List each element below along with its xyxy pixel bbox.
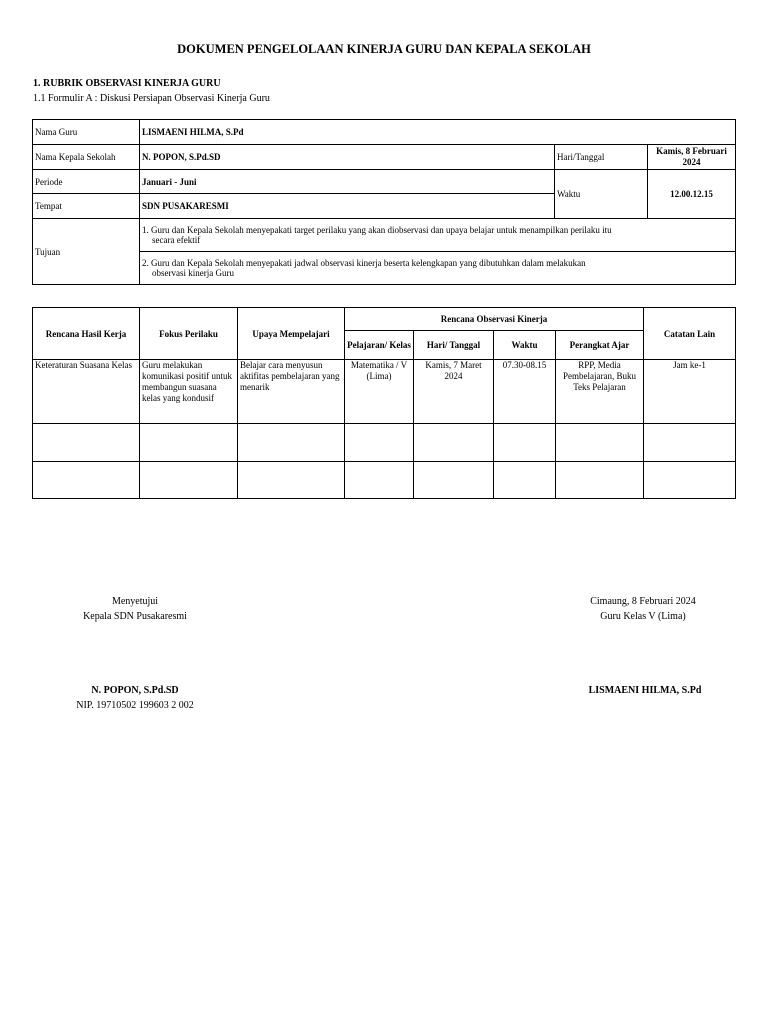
header-upaya-mempelajari: Upaya Mempelajari — [238, 308, 345, 360]
header-hari-tanggal: Hari/ Tanggal — [414, 331, 494, 360]
tempat-label: Tempat — [33, 194, 140, 219]
table-row — [33, 219, 736, 252]
periode-label: Periode — [33, 170, 140, 194]
header-rencana-observasi: Rencana Observasi Kinerja — [345, 308, 644, 331]
section-title: 1. RUBRIK OBSERVASI KINERJA GURU — [33, 78, 221, 89]
section-subtitle: 1.1 Formulir A : Diskusi Persiapan Observasi Kinerja Guru — [33, 93, 270, 104]
empty-cell — [33, 462, 140, 499]
table-row — [33, 145, 736, 170]
cell-rencana-hasil-kerja: Keteraturan Suasana Kelas — [33, 360, 140, 424]
header-catatan-lain: Catatan Lain — [644, 308, 736, 360]
empty-cell — [238, 424, 345, 462]
empty-cell — [556, 462, 644, 499]
header-pelajaran-kelas: Pelajaran/ Kelas — [345, 331, 414, 360]
waktu-label: Waktu — [555, 170, 648, 219]
header-row — [33, 308, 736, 331]
teacher-position: Guru Kelas V (Lima) — [600, 611, 686, 622]
tujuan-item-2 — [140, 252, 736, 285]
table-row — [33, 462, 736, 499]
teacher-name: LISMAENI HILMA, S.Pd — [588, 685, 702, 696]
cell-waktu: 07.30-08.15 — [494, 360, 556, 424]
tempat-value: SDN PUSAKARESMI — [140, 194, 555, 219]
cell-upaya-mempelajari: Belajar cara menyusun aktifitas pembelajaran yang menarik — [238, 360, 345, 424]
empty-cell — [345, 424, 414, 462]
empty-cell — [345, 462, 414, 499]
header-perangkat-ajar: Perangkat Ajar — [556, 331, 644, 360]
tujuan-item-1 — [140, 219, 736, 252]
empty-cell — [494, 424, 556, 462]
empty-cell — [644, 462, 736, 499]
approval-label: Menyetujui — [111, 596, 159, 607]
nama-guru-value: LISMAENI HILMA, S.Pd — [140, 120, 736, 145]
hari-tanggal-value: Kamis, 8 Februari 2024 — [648, 145, 736, 170]
left-signatory — [45, 683, 225, 713]
approver-nip: NIP. 19710502 199603 2 002 — [76, 700, 194, 711]
cell-perangkat-ajar: RPP, Media Pembelajaran, Buku Teks Pelajaran — [556, 360, 644, 424]
tujuan-label: Tujuan — [33, 219, 140, 285]
right-signatory — [555, 683, 735, 698]
cell-pelajaran-kelas: Matematika / V (Lima) — [345, 360, 414, 424]
observation-plan-table — [32, 307, 736, 499]
empty-cell — [414, 424, 494, 462]
empty-cell — [556, 424, 644, 462]
cell-fokus-perilaku: Guru melakukan komunikasi positif untuk membangun suasana kelas yang kondusif — [140, 360, 238, 424]
header-rencana-hasil-kerja: Rencana Hasil Kerja — [33, 308, 140, 360]
nama-guru-label: Nama Guru — [33, 120, 140, 145]
table-row — [33, 120, 736, 145]
kepala-sekolah-value: N. POPON, S.Pd.SD — [140, 145, 555, 170]
periode-value: Januari - Juni — [140, 170, 555, 194]
approver-position: Kepala SDN Pusakaresmi — [83, 611, 187, 622]
cell-hari-tanggal: Kamis, 7 Maret 2024 — [414, 360, 494, 424]
document-title: DOKUMEN PENGELOLAAN KINERJA GURU DAN KEPALA SEKOLAH — [177, 42, 591, 56]
table-row — [33, 170, 736, 194]
tujuan-item-2-text: 2. Guru dan Kepala Sekolah menyepakati jadwal observasi kinerja beserta kelengkapan yang dibutuhkan dalam melakukan observasi kinerja Guru — [142, 258, 586, 278]
empty-cell — [140, 462, 238, 499]
right-signature-block — [553, 594, 733, 624]
table-row — [33, 360, 736, 424]
approver-name: N. POPON, S.Pd.SD — [91, 685, 179, 696]
info-table — [32, 119, 736, 285]
kepala-sekolah-label: Nama Kepala Sekolah — [33, 145, 140, 170]
empty-cell — [33, 424, 140, 462]
tujuan-item-1-text: 1. Guru dan Kepala Sekolah menyepakati target perilaku yang akan diobservasi dan upaya belajar untuk menampilkan perilaku itu secara efektif — [142, 225, 612, 245]
header-waktu: Waktu — [494, 331, 556, 360]
place-date: Cimaung, 8 Februari 2024 — [590, 596, 696, 607]
table-row — [33, 424, 736, 462]
left-signature-block — [45, 594, 225, 624]
header-fokus-perilaku: Fokus Perilaku — [140, 308, 238, 360]
hari-tanggal-label: Hari/Tanggal — [555, 145, 648, 170]
empty-cell — [644, 424, 736, 462]
cell-catatan-lain: Jam ke-1 — [644, 360, 736, 424]
empty-cell — [238, 462, 345, 499]
waktu-value: 12.00.12.15 — [648, 170, 736, 219]
empty-cell — [414, 462, 494, 499]
empty-cell — [140, 424, 238, 462]
empty-cell — [494, 462, 556, 499]
